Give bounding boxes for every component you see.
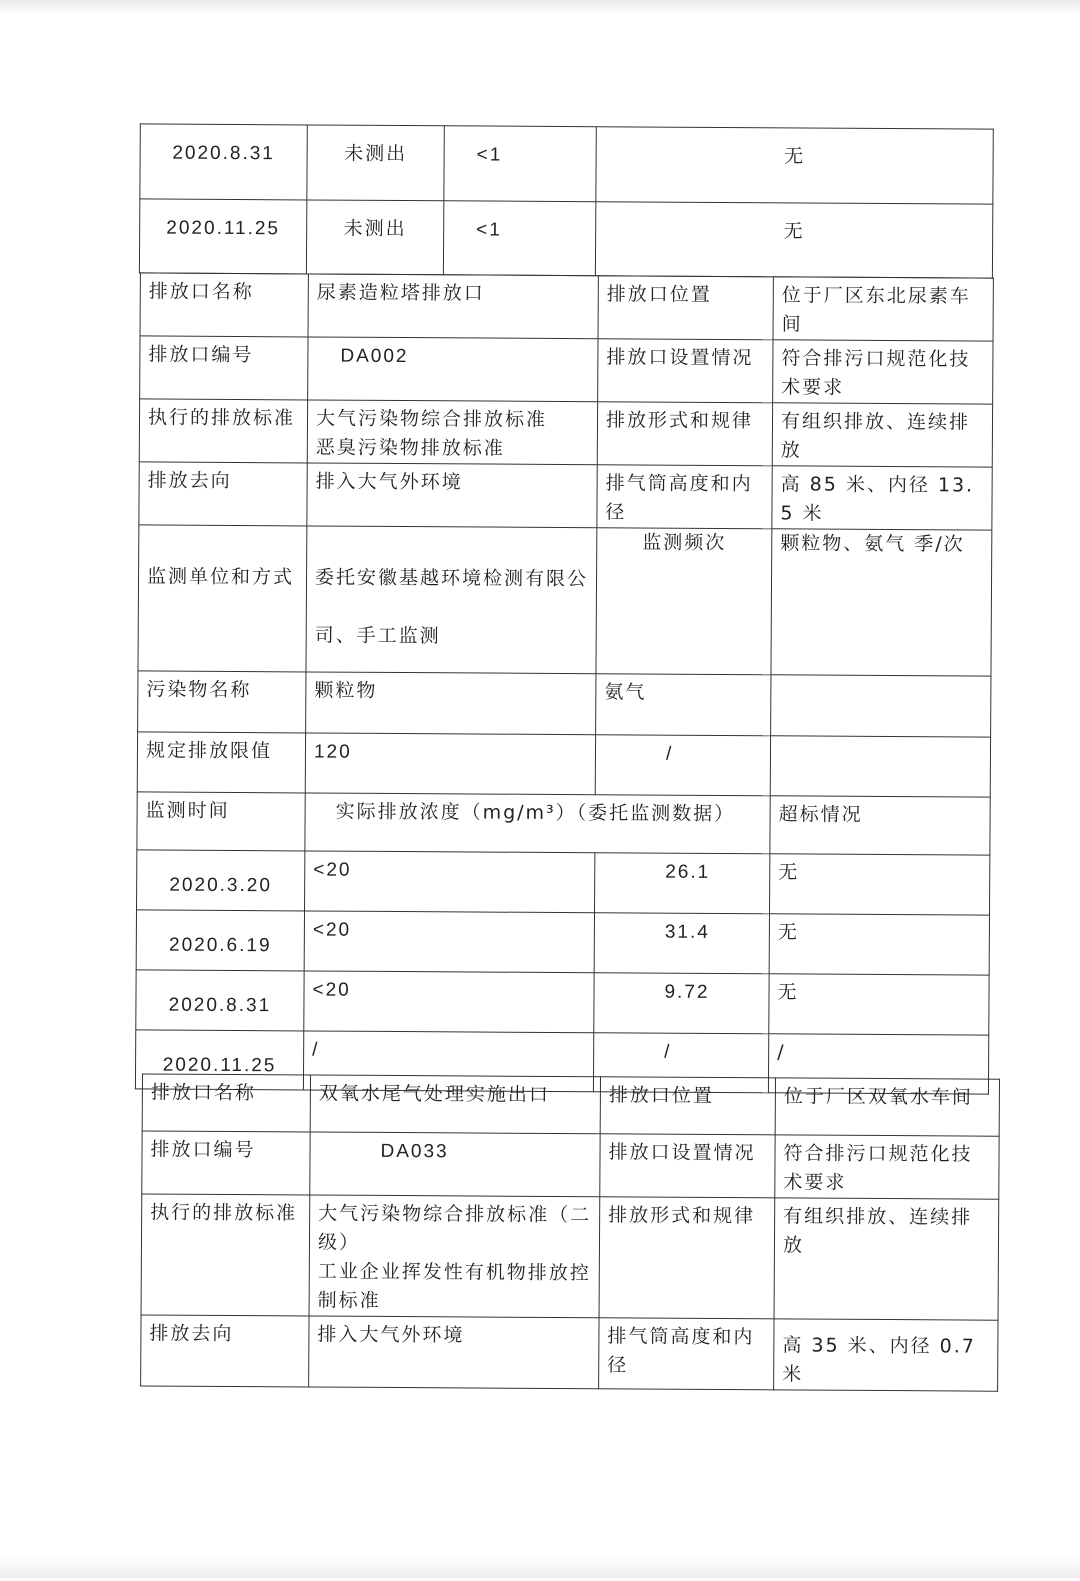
standard-line: 大气污染物综合排放标准（二级） — [317, 1202, 592, 1254]
date-cell: 2020.11.25 — [139, 199, 306, 274]
value-cell: <1 — [444, 126, 596, 202]
monitor-unit-value: 委托安徽基越环境检测有限公司、手工监测 — [306, 526, 597, 674]
outlet-setup-value: 符合排污口规范化技术要求 — [773, 340, 993, 404]
stack-size-label: 排气筒高度和内径 — [597, 465, 772, 529]
table-row — [139, 399, 992, 467]
limit-value: 120 — [305, 733, 595, 795]
pollutant-label: 污染物名称 — [138, 671, 306, 733]
table-row — [137, 792, 990, 855]
pollutant-value: 颗粒物 — [306, 672, 596, 735]
monitor-unit-label: 监测单位和方式 — [138, 525, 307, 672]
pollutant-value: 氨气 — [596, 674, 771, 736]
emission-standard-value — [309, 1195, 600, 1318]
table-row — [139, 462, 992, 530]
status-cell: 未测出 — [307, 125, 444, 201]
value-cell: <20 — [305, 851, 595, 913]
monitor-frequency-label: 监测频次 — [596, 528, 772, 675]
limit-value: / — [595, 735, 770, 796]
exceed-cell: 无 — [595, 202, 992, 278]
value-cell: <1 — [443, 201, 595, 276]
table-row — [141, 1315, 998, 1391]
outlet-name-label: 排放口名称 — [140, 273, 308, 337]
emission-form-value: 有组织排放、连续排放 — [774, 1198, 999, 1320]
outlet-da002-table — [135, 272, 994, 1094]
table-row — [142, 1074, 999, 1136]
table-row — [142, 1131, 999, 1199]
exceed-cell: 无 — [596, 127, 993, 204]
date-cell: 2020.8.31 — [140, 124, 307, 200]
table-row — [136, 970, 989, 1035]
emission-form-label: 排放形式和规律 — [599, 1197, 775, 1319]
monitor-time-header: 监测时间 — [137, 792, 305, 851]
outlet-location-label: 排放口位置 — [598, 276, 773, 340]
date-cell: 2020.3.20 — [137, 850, 305, 911]
emission-standard-label: 执行的排放标准 — [141, 1194, 310, 1316]
table-row — [140, 273, 993, 341]
value-cell: 31.4 — [594, 913, 769, 974]
emission-standard-label: 执行的排放标准 — [139, 399, 307, 463]
outlet-name-label: 排放口名称 — [142, 1074, 310, 1132]
outlet-setup-label: 排放口设置情况 — [598, 339, 773, 403]
standard-line: 恶臭污染物排放标准 — [315, 436, 505, 460]
standard-line: 大气污染物综合排放标准 — [315, 407, 548, 431]
monitoring-continuation-table — [139, 123, 994, 278]
table-row — [139, 199, 992, 278]
outlet-da033-table — [140, 1073, 1000, 1391]
table-row — [141, 1194, 999, 1320]
status-cell: 未测出 — [306, 200, 443, 275]
table-row — [137, 732, 990, 797]
table-row — [138, 525, 992, 676]
value-cell: / — [303, 1031, 593, 1092]
stack-size-label: 排气筒高度和内径 — [599, 1318, 774, 1390]
emission-direction-label: 排放去向 — [141, 1315, 309, 1387]
monitor-frequency-value: 颗粒物、氨气 季/次 — [771, 529, 992, 676]
outlet-location-value: 位于厂区双氧水车间 — [775, 1078, 999, 1136]
stack-size-value: 高 85 米、内径 13.5 米 — [772, 466, 992, 530]
date-cell: 2020.11.25 — [135, 1030, 303, 1090]
table-row — [137, 850, 990, 915]
exceed-cell: / — [768, 1034, 988, 1094]
date-cell: 2020.6.19 — [136, 910, 304, 971]
emission-standard-value — [307, 400, 597, 465]
date-cell: 2020.8.31 — [136, 970, 304, 1031]
outlet-location-value: 位于厂区东北尿素车间 — [773, 277, 993, 341]
standard-line: 工业企业挥发性有机物排放控制标准 — [317, 1260, 591, 1312]
value-cell: <20 — [304, 911, 594, 973]
outlet-code-value: DA033 — [310, 1132, 600, 1197]
exceed-header: 超标情况 — [770, 796, 990, 855]
value-cell: / — [593, 1033, 768, 1093]
table-row — [140, 336, 993, 404]
table-row — [140, 124, 993, 204]
outlet-location-label: 排放口位置 — [600, 1077, 775, 1135]
value-cell: <20 — [304, 971, 594, 1033]
emission-direction-value: 排入大气外环境 — [307, 463, 597, 528]
empty-cell — [770, 736, 990, 797]
value-cell: 26.1 — [595, 853, 770, 914]
outlet-setup-value: 符合排污口规范化技术要求 — [775, 1135, 999, 1199]
table-row — [138, 671, 991, 737]
limit-label: 规定排放限值 — [137, 732, 305, 793]
value-cell: 9.72 — [594, 973, 769, 1034]
emission-direction-value: 排入大气外环境 — [309, 1316, 599, 1389]
exceed-cell: 无 — [769, 974, 989, 1035]
concentration-header: 实际排放浓度（mg/m³）（委托监测数据） — [305, 793, 770, 854]
emission-form-value: 有组织排放、连续排放 — [772, 403, 992, 467]
outlet-name-value: 双氧水尾气处理实施出口 — [310, 1075, 600, 1134]
outlet-code-value: DA002 — [308, 337, 598, 402]
outlet-setup-label: 排放口设置情况 — [600, 1134, 775, 1198]
empty-cell — [771, 675, 991, 737]
exceed-cell: 无 — [769, 914, 989, 975]
outlet-code-label: 排放口编号 — [142, 1131, 310, 1195]
outlet-name-value: 尿素造粒塔排放口 — [308, 274, 598, 339]
outlet-code-label: 排放口编号 — [140, 336, 308, 400]
emission-form-label: 排放形式和规律 — [597, 402, 772, 466]
exceed-cell: 无 — [770, 854, 990, 915]
stack-size-value: 高 35 米、内径 0.7 米 — [774, 1319, 998, 1391]
emission-direction-label: 排放去向 — [139, 462, 307, 526]
table-row — [136, 910, 989, 975]
